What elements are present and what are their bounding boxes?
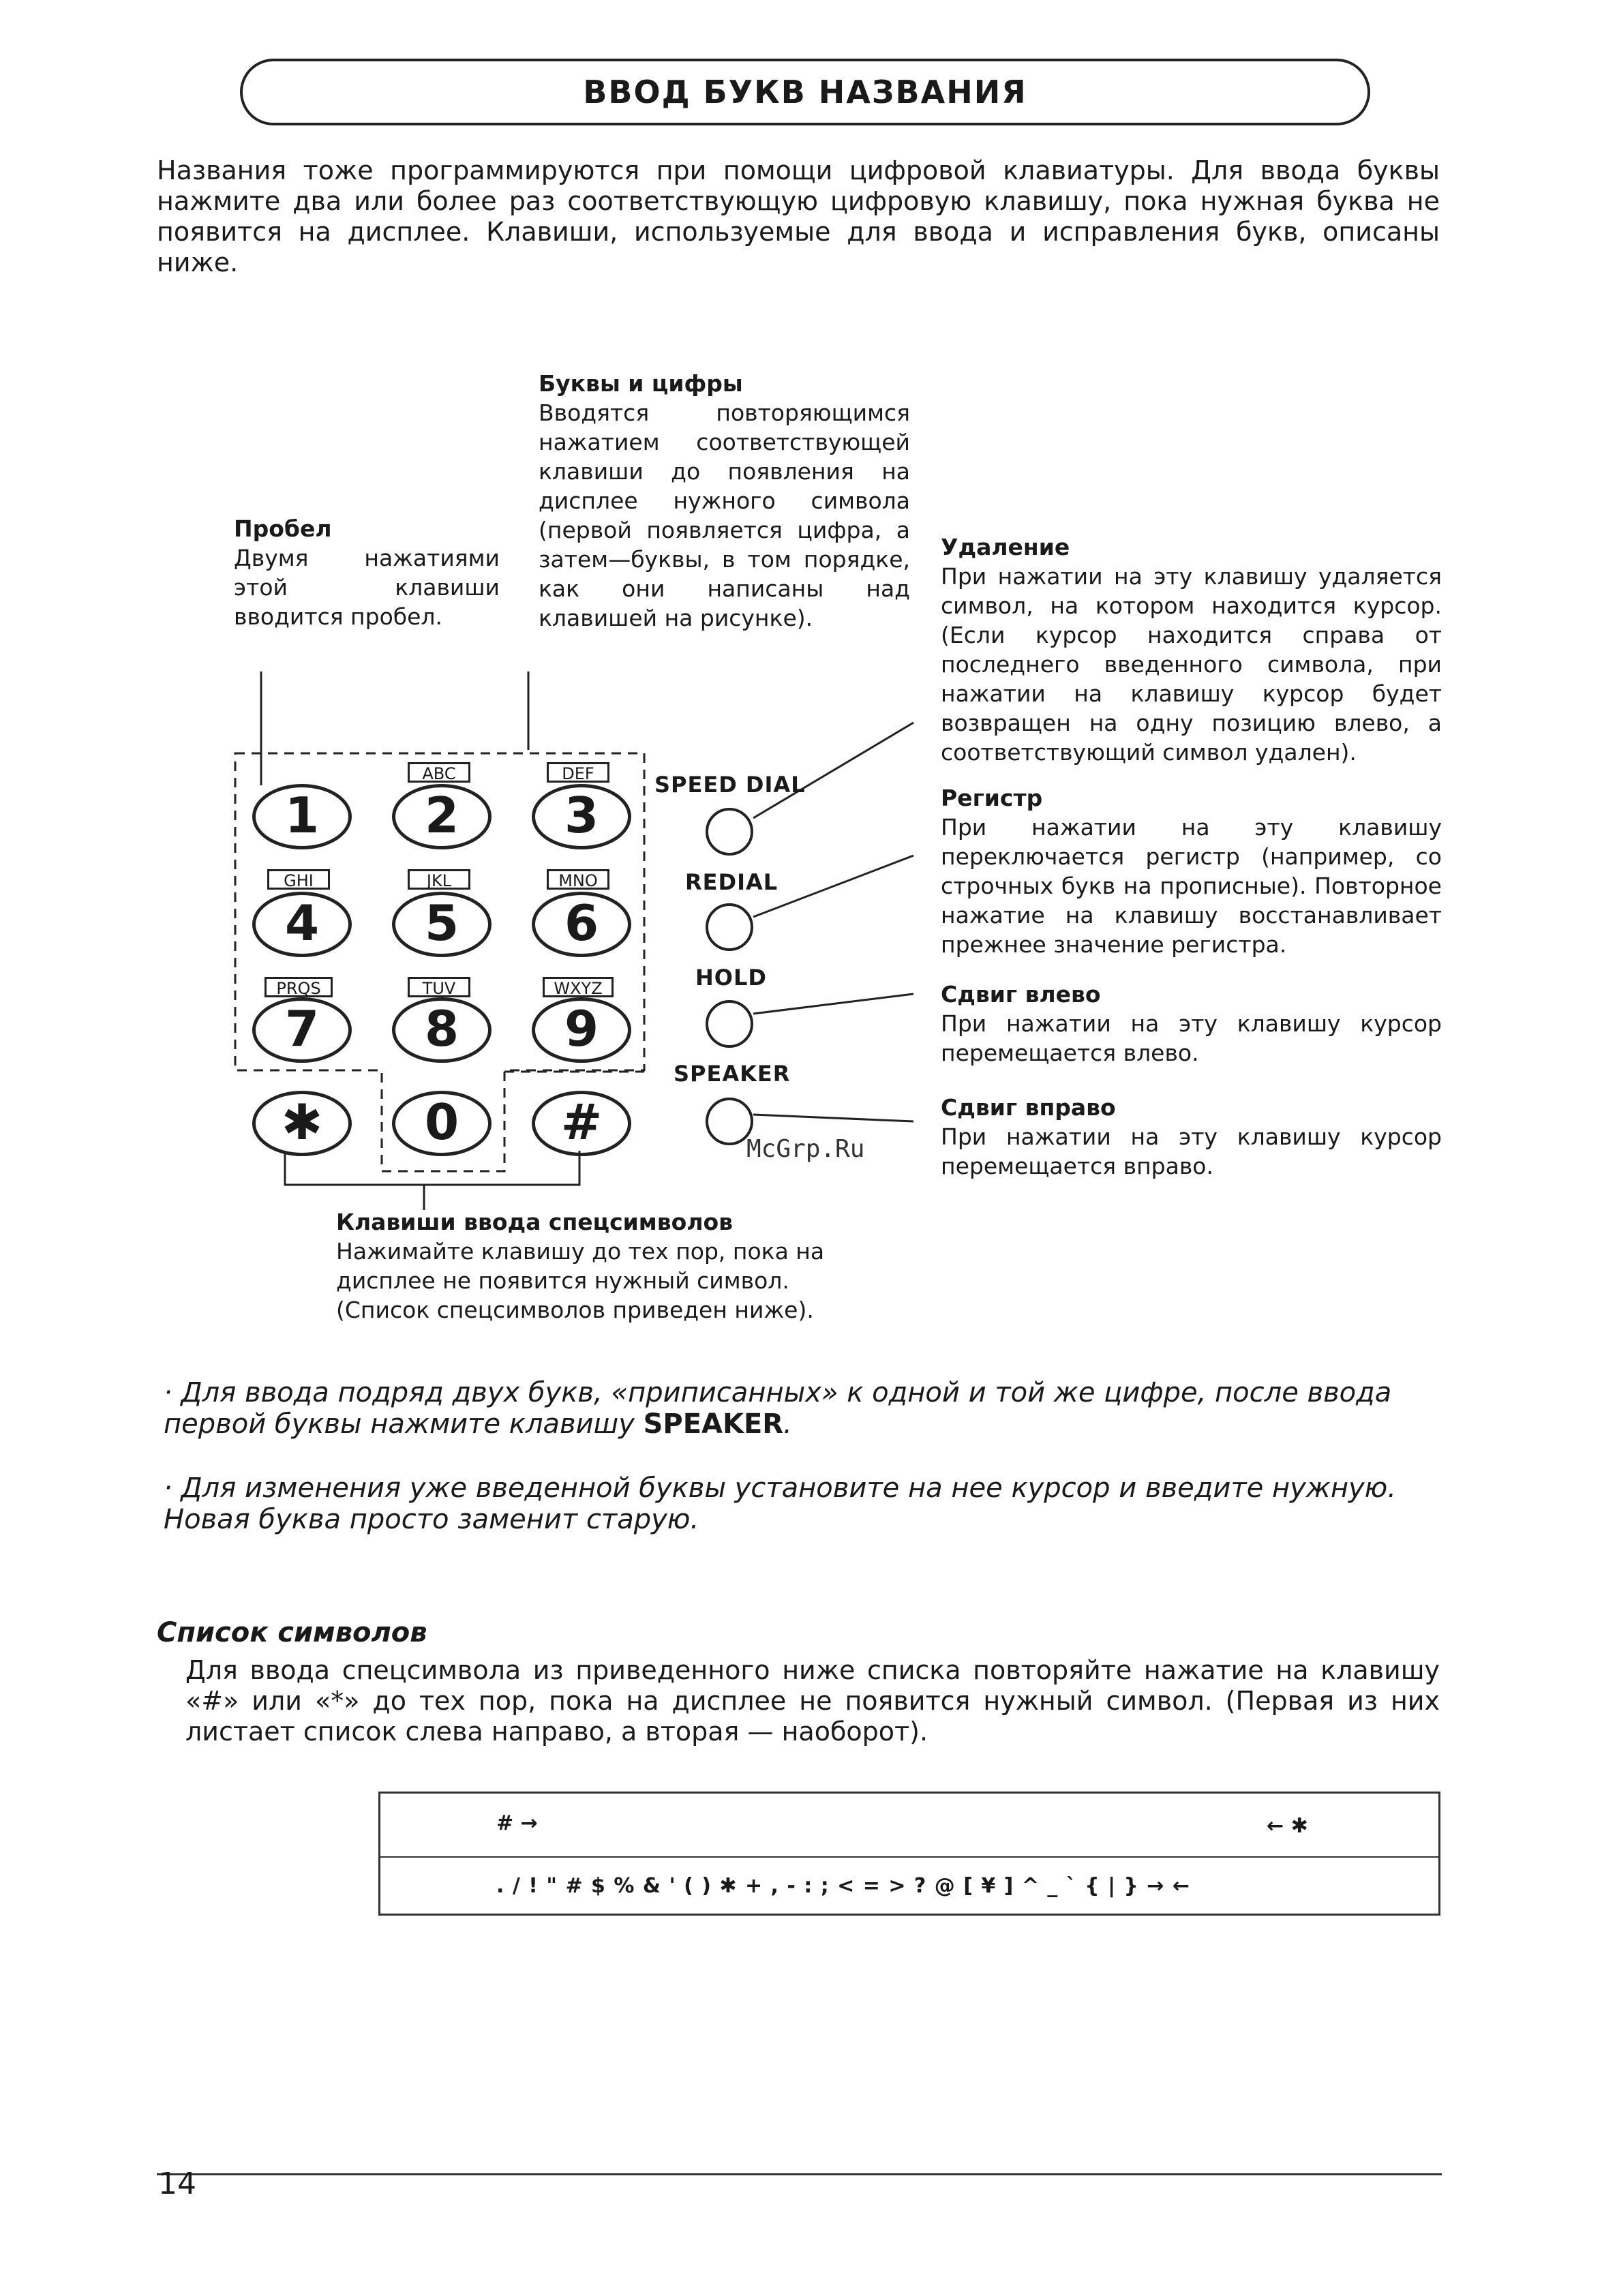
key-star[interactable]: ✱ (252, 1091, 352, 1156)
symbols-heading: Список символов (157, 1617, 427, 1648)
symbols-backward: ← ✱ (1267, 1814, 1308, 1838)
key-2[interactable]: 2 (392, 784, 492, 849)
key-7-letters: PRQS (265, 977, 333, 997)
key-3-letters: DEF (547, 762, 609, 783)
callout-case-label: Регистр (941, 785, 1043, 811)
key-3[interactable]: 3 (532, 784, 631, 849)
key-9-letters: WXYZ (543, 977, 614, 997)
key-0[interactable]: 0 (392, 1091, 492, 1156)
callout-delete-label: Удаление (941, 534, 1070, 560)
callout-letters-label: Буквы и цифры (539, 370, 743, 397)
footer-rule (157, 2173, 1442, 2175)
symbols-text: Для ввода спецсимвола из приведенного ниже списка повторяйте нажатие на клавишу «#» или «*» до тех пор, пока на дисплее не появится нужный символ. (Первая из них листает список слева направо, а вторая — наоборот). (185, 1655, 1440, 1747)
symbols-table-header (380, 1794, 1438, 1858)
key-2-letters: ABC (408, 762, 470, 783)
redial-button[interactable] (706, 903, 753, 951)
redial-label: REDIAL (685, 869, 779, 895)
callout-space-text: Двумя нажатиями этой клавиши вводится пробел. (234, 545, 500, 630)
key-8[interactable]: 8 (392, 997, 492, 1063)
intro-paragraph: Названия тоже программируются при помощи цифровой клавиатуры. Для ввода буквы нажмите два или более раз соответствующую цифровую клавишу, пока нужная буква не появится на дисплее. Клавиши, используемые для ввода и исправления букв, описаны ниже. (157, 155, 1440, 277)
key-5[interactable]: 5 (392, 892, 492, 957)
hold-button[interactable] (706, 1000, 753, 1048)
watermark: McGrp.Ru (746, 1135, 865, 1163)
callout-special-text: Нажимайте клавишу до тех пор, пока на дисплее не появится нужный символ. (Список спецсимволов приведен ниже). (336, 1238, 825, 1323)
callout-special (336, 1208, 854, 1325)
callout-special-label: Клавиши ввода спецсимволов (336, 1209, 734, 1235)
callout-right-label: Сдвиг вправо (941, 1094, 1116, 1121)
key-4[interactable]: 4 (252, 892, 352, 957)
speed-dial-label: SPEED DIAL (654, 772, 806, 798)
callout-delete-text: При нажатии на эту клавишу удаляется символ, на котором находится курсор. (Если курсор находится справа от последнего введенного символа, при нажатии на клавишу курсор будет возвращен на одну позицию влево, а соответствующий символ удален). (941, 563, 1442, 766)
note-2: · Для изменения уже введенной буквы установите на нее курсор и введите нужную. Новая буква просто заменит старую. (164, 1472, 1397, 1535)
callout-left-label: Сдвиг влево (941, 981, 1101, 1008)
key-7[interactable]: 7 (252, 997, 352, 1063)
key-4-letters: GHI (267, 869, 330, 890)
key-1[interactable]: 1 (252, 784, 352, 849)
speed-dial-button[interactable] (706, 808, 753, 856)
title-text: ВВОД БУКВ НАЗВАНИЯ (583, 74, 1027, 110)
symbols-table (378, 1792, 1440, 1916)
hold-label: HOLD (695, 965, 767, 991)
callout-letters-text: Вводятся повторяющимся нажатием соответствующей клавиши до появления на дисплее нужного символа (первой появляется цифра, а затем—буквы, в том порядке, как они написаны над клавишей на рисунке). (539, 399, 910, 631)
speaker-label: SPEAKER (674, 1061, 791, 1087)
callout-case-text: При нажатии на эту клавишу переключается регистр (например, со строчных букв на прописные). Повторное нажатие на клавишу восстанавливает прежнее значение регистра. (941, 814, 1442, 958)
callout-right-text: При нажатии на эту клавишу курсор перемещается вправо. (941, 1123, 1442, 1179)
key-hash[interactable]: # (532, 1091, 631, 1156)
key-6-letters: MNO (547, 869, 609, 890)
key-8-letters: TUV (408, 977, 470, 997)
symbols-forward: # → (496, 1811, 538, 1835)
page-number: 14 (158, 2166, 196, 2201)
key-6[interactable]: 6 (532, 892, 631, 957)
callout-left-text: При нажатии на эту клавишу курсор перемещается влево. (941, 1010, 1442, 1066)
note-1-key: SPEAKER (643, 1408, 784, 1440)
note-1-text: · Для ввода подряд двух букв, «приписанных» к одной и той же цифре, после ввода первой буквы нажмите клавишу (164, 1377, 1392, 1440)
callout-space-label: Пробел (234, 515, 332, 542)
key-5-letters: JKL (408, 869, 470, 890)
note-1: · Для ввода подряд двух букв, «приписанных» к одной и той же цифре, после ввода первой буквы нажмите клавишу SPEAKER. (164, 1377, 1392, 1440)
symbols-list: . / ! " # $ % & ' ( ) ✱ + , - : ; < = > ? @ [ ¥ ] ^ _ ` { | } → ← (496, 1874, 1191, 1898)
key-9[interactable]: 9 (532, 997, 631, 1063)
